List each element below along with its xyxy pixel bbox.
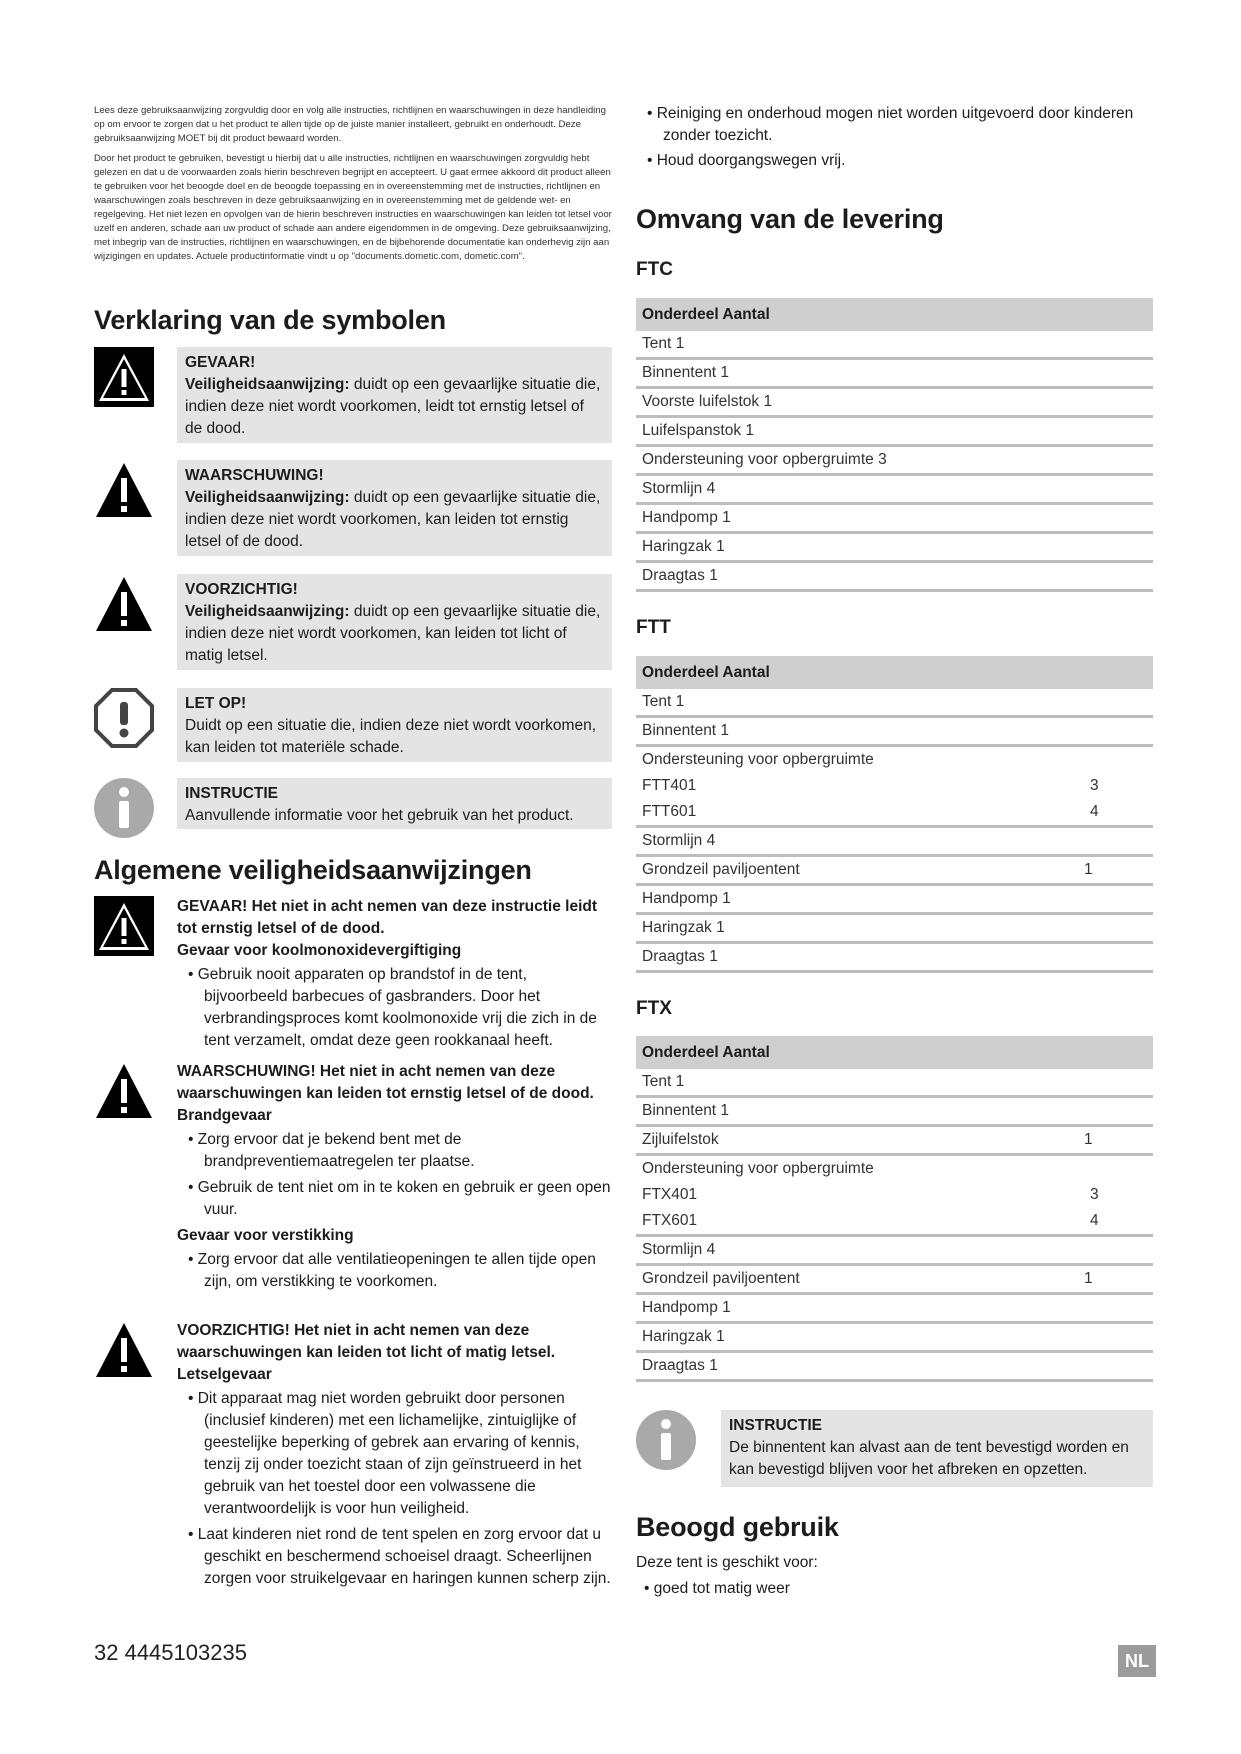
general-danger-block <box>94 896 612 1056</box>
ftt-table <box>636 656 1153 973</box>
danger-warning-icon <box>94 896 154 956</box>
table-header: Onderdeel Aantal <box>636 1036 1153 1069</box>
model-line <box>642 799 1147 825</box>
table-row: Draagtas 1 <box>636 944 1153 973</box>
ftc-title: FTC <box>636 259 673 280</box>
ftx-table <box>636 1036 1153 1382</box>
general-danger-subheading: Gevaar voor koolmonoxidevergiftiging <box>177 942 462 959</box>
warning-icon <box>94 1061 154 1121</box>
right-bullets <box>636 103 1153 175</box>
model-name: FTX601 <box>642 1212 698 1229</box>
item-quantity: 1 <box>1084 861 1093 878</box>
instruction-title: INSTRUCTIE <box>729 1417 822 1434</box>
warning-title: WAARSCHUWING! <box>185 467 324 484</box>
table-row: Stormlijn 4 <box>636 476 1153 505</box>
warning-text: duidt op een gevaarlijke situatie die, indien deze niet wordt voorkomen, kan leiden tot ernstig letsel of de dood. <box>185 489 601 550</box>
delivery-heading: Omvang van de levering <box>636 204 944 234</box>
table-row: Luifelspanstok 1 <box>636 418 1153 447</box>
table-row <box>636 1127 1153 1156</box>
model-quantity: 4 <box>1090 803 1099 820</box>
intended-use-heading: Beoogd gebruik <box>636 1512 839 1542</box>
intended-use-text: Deze tent is geschikt voor: <box>636 1554 818 1571</box>
list-item: • Dit apparaat mag niet worden gebruikt door personen (inclusief kinderen) met een lichamelijke, zintuiglijke of geestelijke beperking of gebrek aan ervaring of kennis, tenzij zij onder toezicht staan of zijn geïnstrueerd in het gebruik van het toestel door een volwassene die verantwoordelijk is voor hun veiligheid. <box>177 1388 612 1520</box>
intro-text <box>94 104 612 270</box>
info-icon <box>94 778 154 838</box>
danger-title: GEVAAR! <box>185 354 256 371</box>
symbols-heading: Verklaring van de symbolen <box>94 305 446 335</box>
model-quantity: 4 <box>1090 1212 1099 1229</box>
item-name: Zijluifelstok <box>642 1131 719 1148</box>
table-row <box>636 747 1153 828</box>
warning-label: Veiligheidsaanwijzing: <box>185 489 350 506</box>
table-row: Stormlijn 4 <box>636 1237 1153 1266</box>
list-item: • Zorg ervoor dat alle ventilatieopeningen te allen tijde open zijn, om verstikking te voorkomen. <box>177 1249 612 1293</box>
general-warning-heading: WAARSCHUWING! Het niet in acht nemen van deze waarschuwingen kan leiden tot ernstig letsel of de dood. <box>177 1063 594 1102</box>
danger-warning-icon <box>94 347 154 407</box>
ftx-title: FTX <box>636 998 672 1019</box>
instruction-title: INSTRUCTIE <box>185 785 278 802</box>
table-header: Onderdeel Aantal <box>636 298 1153 331</box>
table-row: Haringzak 1 <box>636 534 1153 563</box>
list-item: • Houd doorgangswegen vrij. <box>636 150 1153 172</box>
general-warning-subheading-suffocation: Gevaar voor verstikking <box>177 1227 354 1244</box>
instruction-text: Aanvullende informatie voor het gebruik van het product. <box>185 807 574 824</box>
item-name: Grondzeil paviljoentent <box>642 1270 800 1287</box>
item-quantity: 1 <box>1084 1131 1093 1148</box>
notice-octagon-icon <box>94 688 154 748</box>
info-icon <box>636 1410 696 1470</box>
table-row: Ondersteuning voor opbergruimte 3 <box>636 447 1153 476</box>
support-label: Ondersteuning voor opbergruimte <box>642 1160 874 1177</box>
intro-paragraph: Door het product te gebruiken, bevestigt u hierbij dat u alle instructies, richtlijnen en waarschuwingen zorgvuldig hebt gelezen en dat u de voorwaarden zoals hierin beschreven begrijpt en accepteert. U gaat ermee akkoord dit product alleen te gebruiken voor het beoogde doel en de beoogde toepassing en in overeenstemming met de instructies, richtlijnen en waarschuwingen zoals beschreven in deze gebruiksaanwijzing en in overeenstemming met de geldende wet- en regelgeving. Het niet lezen en opvolgen van de hierin beschreven instructies en waarschuwingen kan leiden tot letsel voor uzelf en anderen, schade aan uw product of schade aan andere eigendommen in de omgeving. Deze gebruiksaanwijzing, met inbegrip van de instructies, richtlijnen en waarschuwingen, en de bijbehorende documentatie kan onderhevig zijn aan wijzigingen en updates. Actuele productinformatie vindt u op "documents.dometic.com, dometic.com". <box>94 153 612 262</box>
general-caution-subheading: Letselgevaar <box>177 1366 272 1383</box>
table-row: Binnentent 1 <box>636 360 1153 389</box>
table-row: Draagtas 1 <box>636 563 1153 592</box>
general-safety-heading: Algemene veiligheidsaanwijzingen <box>94 855 532 885</box>
instruction-text: De binnentent kan alvast aan de tent bevestigd worden en kan bevestigd blijven voor het afbreken en opzetten. <box>729 1439 1129 1478</box>
ftt-title: FTT <box>636 617 671 638</box>
caution-icon <box>94 574 154 634</box>
intended-use-list <box>636 1578 1153 1603</box>
model-quantity: 3 <box>1090 1186 1099 1203</box>
table-row: Voorste luifelstok 1 <box>636 389 1153 418</box>
list-item: • Gebruik nooit apparaten op brandstof in de tent, bijvoorbeeld barbecues of gasbranders. Door het verbrandingsproces komt koolmonoxide vrij die zich in de tent verzamelt, omdat deze geen rookkanaal heeft. <box>177 964 612 1052</box>
instruction-note <box>636 1410 1153 1478</box>
model-line <box>642 1182 1147 1208</box>
list-item: • Reiniging en onderhoud mogen niet worden uitgevoerd door kinderen zonder toezicht. <box>636 103 1153 147</box>
table-row: Tent 1 <box>636 689 1153 718</box>
list-item: • Zorg ervoor dat je bekend bent met de brandpreventiemaatregelen ter plaatse. <box>177 1129 612 1173</box>
item-name: Grondzeil paviljoentent <box>642 861 800 878</box>
table-row: Stormlijn 4 <box>636 828 1153 857</box>
warning-icon <box>94 460 154 520</box>
table-row: Draagtas 1 <box>636 1353 1153 1382</box>
caution-text: duidt op een gevaarlijke situatie die, indien deze niet wordt voorkomen, kan leiden tot licht of matig letsel. <box>185 603 601 664</box>
table-row: Haringzak 1 <box>636 915 1153 944</box>
danger-label: Veiligheidsaanwijzing: <box>185 376 350 393</box>
general-warning-subheading-fire: Brandgevaar <box>177 1107 272 1124</box>
notice-title: LET OP! <box>185 695 247 712</box>
model-name: FTX401 <box>642 1186 698 1203</box>
caution-label: Veiligheidsaanwijzing: <box>185 603 350 620</box>
support-label: Ondersteuning voor opbergruimte <box>642 751 874 768</box>
symbol-danger <box>94 347 612 443</box>
notice-text: Duidt op een situatie die, indien deze niet wordt voorkomen, kan leiden tot materiële schade. <box>185 717 596 756</box>
list-item: • Laat kinderen niet rond de tent spelen en zorg ervoor dat u geschikt en beschermend schoeisel draagt. Scheerlijnen zorgen voor struikelgevaar en haringen kunnen scherp zijn. <box>177 1524 612 1590</box>
model-line <box>642 773 1147 799</box>
general-danger-heading: GEVAAR! Het niet in acht nemen van deze instructie leidt tot ernstig letsel of de dood. <box>177 898 598 937</box>
table-row: Handpomp 1 <box>636 1295 1153 1324</box>
caution-title: VOORZICHTIG! <box>185 581 298 598</box>
general-caution-heading: VOORZICHTIG! Het niet in acht nemen van deze waarschuwingen kan leiden tot licht of matig letsel. <box>177 1322 556 1361</box>
table-row: Binnentent 1 <box>636 718 1153 747</box>
table-row <box>636 1266 1153 1295</box>
list-item: • Gebruik de tent niet om in te koken en gebruik er geen open vuur. <box>177 1177 612 1221</box>
table-row: Handpomp 1 <box>636 886 1153 915</box>
table-row <box>636 1156 1153 1237</box>
caution-icon <box>94 1320 154 1380</box>
table-row: Handpomp 1 <box>636 505 1153 534</box>
general-caution-block <box>94 1320 612 1594</box>
table-row: Tent 1 <box>636 331 1153 360</box>
item-quantity: 1 <box>1084 1270 1093 1287</box>
page-number: 32 4445103235 <box>94 1640 247 1665</box>
table-row: Tent 1 <box>636 1069 1153 1098</box>
table-header: Onderdeel Aantal <box>636 656 1153 689</box>
list-item: • goed tot matig weer <box>636 1578 1153 1600</box>
danger-text: duidt op een gevaarlijke situatie die, indien deze niet wordt voorkomen, leidt tot ernstig letsel of de dood. <box>185 376 601 437</box>
general-warning-block <box>94 1061 612 1297</box>
intro-paragraph: Lees deze gebruiksaanwijzing zorgvuldig door en volg alle instructies, richtlijnen en waarschuwingen in deze handleiding op om ervoor te zorgen dat u het product te allen tijde op de juiste manier installeert, gebruikt en onderhoudt. Deze gebruiksaanwijzing MOET bij dit product bewaard worden. <box>94 105 606 144</box>
table-row <box>636 857 1153 886</box>
model-quantity: 3 <box>1090 777 1099 794</box>
language-badge: NL <box>1118 1645 1156 1677</box>
model-name: FTT601 <box>642 803 697 820</box>
model-line <box>642 1208 1147 1234</box>
table-row: Haringzak 1 <box>636 1324 1153 1353</box>
table-row: Binnentent 1 <box>636 1098 1153 1127</box>
model-name: FTT401 <box>642 777 697 794</box>
ftc-table <box>636 298 1153 592</box>
